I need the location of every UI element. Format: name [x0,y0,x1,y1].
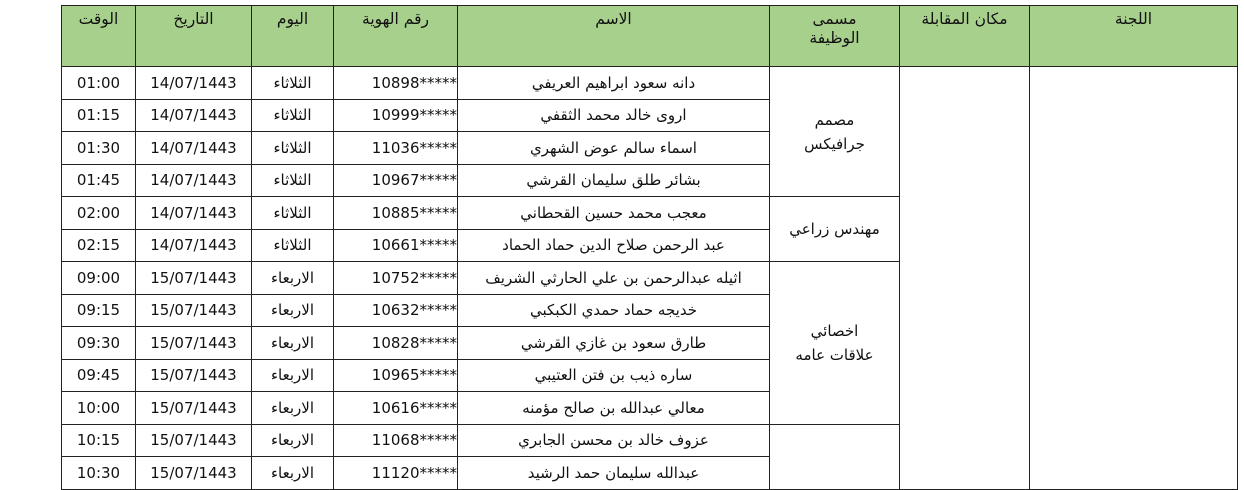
name-cell: بشائر طلق سليمان القرشي [458,164,770,197]
time-cell: 01:45 [62,164,136,197]
name-cell: اثيله عبدالرحمن بن علي الحارثي الشريف [458,262,770,295]
table-row [62,67,1238,100]
day-cell: الثلاثاء [252,132,334,165]
id-cell: 10898***** [334,67,458,100]
id-cell: 11036***** [334,132,458,165]
day-cell: الثلاثاء [252,99,334,132]
time-cell: 10:15 [62,424,136,457]
id-cell: 10967***** [334,164,458,197]
time-cell: 02:00 [62,197,136,230]
day-cell: الاربعاء [252,327,334,360]
date-cell: 15/07/1443 [136,424,252,457]
id-cell: 10661***** [334,229,458,262]
date-cell: 15/07/1443 [136,262,252,295]
date-cell: 14/07/1443 [136,132,252,165]
interview-schedule-table [61,5,1238,490]
time-cell: 09:15 [62,294,136,327]
day-cell: الاربعاء [252,294,334,327]
day-cell: الثلاثاء [252,229,334,262]
name-cell: طارق سعود بن غازي القرشي [458,327,770,360]
job-title-line1: مهندس زراعي [789,220,880,238]
header-location: مكان المقابلة [900,6,1030,67]
header-id: رقم الهوية [334,6,458,67]
date-cell: 14/07/1443 [136,164,252,197]
id-cell: 10752***** [334,262,458,295]
name-cell: معالي عبدالله بن صالح مؤمنه [458,392,770,425]
day-cell: الاربعاء [252,457,334,490]
time-cell: 10:30 [62,457,136,490]
job-title-cell [770,197,900,262]
id-cell: 10965***** [334,359,458,392]
date-cell: 14/07/1443 [136,197,252,230]
day-cell: الثلاثاء [252,164,334,197]
job-title-line2: علاقات عامه [795,345,874,364]
header-date: التاريخ [136,6,252,67]
date-cell: 14/07/1443 [136,229,252,262]
name-cell: عبد الرحمن صلاح الدين حماد الحماد [458,229,770,262]
time-cell: 09:45 [62,359,136,392]
job-title-line1: مصمم [814,110,855,129]
time-cell: 09:30 [62,327,136,360]
time-cell: 09:00 [62,262,136,295]
committee-cell [1030,67,1238,490]
name-cell: خديجه حماد حمدي الكبكبي [458,294,770,327]
id-cell: 11120***** [334,457,458,490]
day-cell: الثلاثاء [252,197,334,230]
date-cell: 15/07/1443 [136,457,252,490]
date-cell: 15/07/1443 [136,392,252,425]
day-cell: الاربعاء [252,424,334,457]
time-cell: 01:00 [62,67,136,100]
day-cell: الاربعاء [252,359,334,392]
time-cell: 01:30 [62,132,136,165]
header-row [62,6,1238,67]
job-title-line1: اخصائي [810,321,859,340]
date-cell: 14/07/1443 [136,99,252,132]
day-cell: الاربعاء [252,392,334,425]
time-cell: 10:00 [62,392,136,425]
name-cell: عبدالله سليمان حمد الرشيد [458,457,770,490]
header-name: الاسم [458,6,770,67]
time-cell: 02:15 [62,229,136,262]
job-title-line2: جرافيكس [804,134,865,153]
id-cell: 10885***** [334,197,458,230]
date-cell: 15/07/1443 [136,294,252,327]
header-job-line2: الوظيفة [809,29,860,47]
day-cell: الثلاثاء [252,67,334,100]
id-cell: 10999***** [334,99,458,132]
name-cell: اروى خالد محمد الثقفي [458,99,770,132]
date-cell: 15/07/1443 [136,327,252,360]
id-cell: 11068***** [334,424,458,457]
job-title-cell [770,67,900,197]
name-cell: معجب محمد حسين القحطاني [458,197,770,230]
job-title-cell [770,424,900,489]
day-cell: الاربعاء [252,262,334,295]
header-committee: اللجنة [1030,6,1238,67]
date-cell: 15/07/1443 [136,359,252,392]
id-cell: 10828***** [334,327,458,360]
name-cell: اسماء سالم عوض الشهري [458,132,770,165]
name-cell: ساره ذيب بن فتن العتيبي [458,359,770,392]
location-cell [900,67,1030,490]
id-cell: 10616***** [334,392,458,425]
name-cell: عزوف خالد بن محسن الجابري [458,424,770,457]
header-job [770,6,900,67]
header-job-line1: مسمى [812,10,857,28]
header-time: الوقت [62,6,136,67]
date-cell: 14/07/1443 [136,67,252,100]
name-cell: دانه سعود ابراهيم العريفي [458,67,770,100]
id-cell: 10632***** [334,294,458,327]
time-cell: 01:15 [62,99,136,132]
job-title-cell [770,262,900,425]
header-day: اليوم [252,6,334,67]
